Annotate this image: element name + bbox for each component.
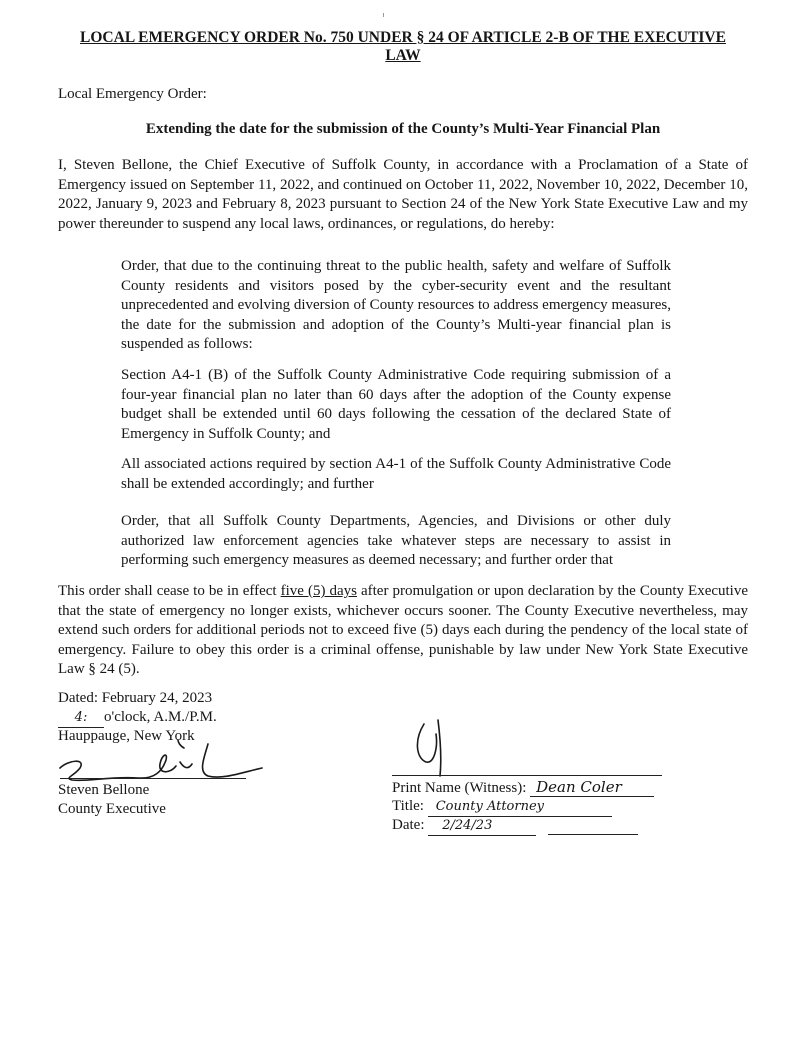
place-line: Hauppauge, New York [58, 728, 195, 744]
title-label: Title: [392, 798, 424, 814]
witness-signature-line [392, 775, 662, 776]
closing-text-end: after promulgation or upon declaration by the County Executive that the state of emergency no longer exists, whichever occurs sooner. The County Executive nevertheless, may extend such orders for additional periods not to exceed five (5) days each during the pendency of the local state of emergency. Failure to obey this order is a criminal offense, punishable by law under New York State Executive Law § 24 (5). [58, 583, 748, 678]
date-label: Date: [392, 817, 425, 833]
witness-name: Dean Coler [530, 778, 654, 797]
witness-signature [410, 718, 470, 780]
order-paragraph-1: Order, that due to the continuing threat to the public health, safety and welfare of Suffolk County residents and visitors posed by the cyber-security event and the resultant unprecedented and evolving diversion of County resources to address emergency measures, the date for the submission and adoption of the County’s Multi-year financial plan is suspended as follows: [121, 258, 671, 353]
time-line [58, 708, 217, 728]
order-subtitle: Extending the date for the submission of the County’s Multi-Year Financial Plan [145, 121, 661, 137]
title-line [392, 797, 612, 817]
time-value: 4: [58, 709, 104, 728]
order-title [58, 29, 748, 65]
closing-underlined-term: five (5) days [280, 583, 357, 599]
intro-paragraph: I, Steven Bellone, the Chief Executive of Suffolk County, in accordance with a Proclamation of a State of Emergency issued on September 11, 2022, and continued on October 11, 2022, November 10, 2022, December 10, 2022, January 9, 2023 and February 8, 2023 pursuant to Section 24 of the New York State Executive Law and my power thereunder to suspend any local laws, ordinances, or regulations, do hereby: [58, 157, 748, 232]
order-title-line-2: LAW [385, 47, 421, 64]
order-paragraph-3: All associated actions required by section A4-1 of the Suffolk County Administrative Code shall be extended accordingly; and further [121, 456, 671, 492]
order-paragraph-2: Section A4-1 (B) of the Suffolk County Administrative Code requiring submission of a four-year financial plan no later than 60 days after the adoption of the County expense budget shall be extended until 60 days following the cessation of the declared State of Emergency in Suffolk County; and [121, 367, 671, 442]
signer-title: County Executive [58, 801, 166, 817]
date-value: 2/24/23 [428, 817, 536, 836]
witness-label: Print Name (Witness): [392, 780, 527, 796]
witness-line [392, 778, 654, 797]
order-title-line-1: LOCAL EMERGENCY ORDER No. 750 UNDER § 24 OF ARTICLE 2-B OF THE EXECUTIVE [80, 29, 726, 46]
date-line [392, 816, 638, 836]
title-value: County Attorney [428, 798, 612, 817]
order-label: Local Emergency Order: [58, 86, 207, 102]
closing-paragraph [58, 582, 748, 680]
scan-mark [383, 13, 384, 17]
date-extra-line [548, 816, 638, 835]
order-paragraph-4: Order, that all Suffolk County Departments, Agencies, and Divisions or other duly authorized law enforcement agencies take whatever steps are necessary to assist in performing such emergency measures as deemed necessary; and further order that [121, 513, 671, 569]
time-text: o'clock, A.M./P.M. [104, 709, 217, 725]
dated-line: Dated: February 24, 2023 [58, 690, 213, 706]
executive-signature-line [60, 778, 246, 779]
signer-name: Steven Bellone [58, 782, 150, 798]
closing-text-start: This order shall cease to be in effect [58, 583, 281, 599]
